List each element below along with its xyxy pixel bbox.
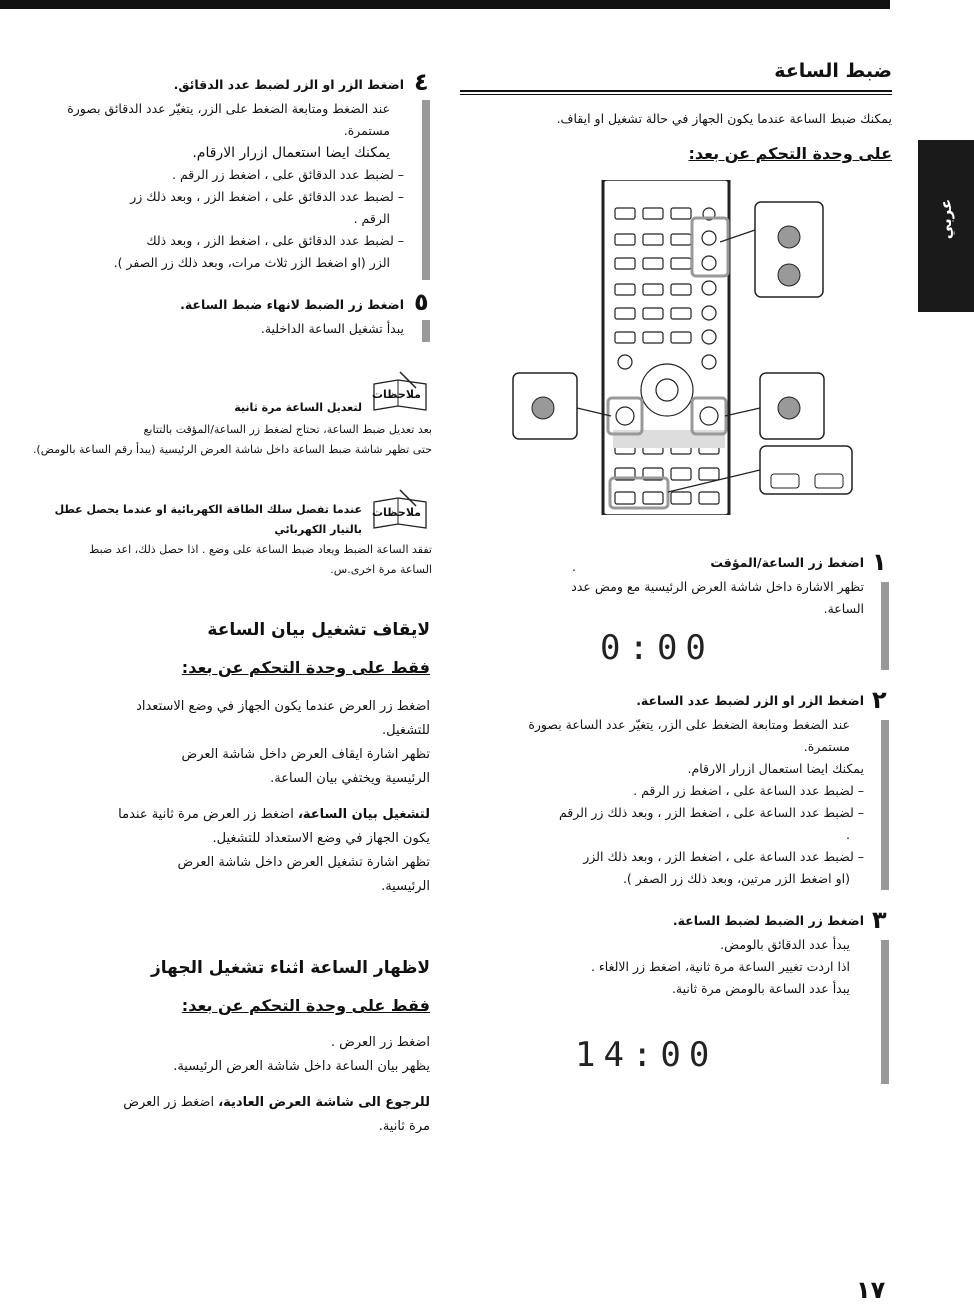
show-clock-title: لاظهار الساعة اثناء تشغيل الجهاز (150, 958, 430, 978)
step-2-line-5: – لضبط عدد الساعة على ، اضغط الزر ، وبعد ذلك زر الرقم (558, 805, 864, 820)
step-4-line-4: – لضبط عدد الدقائق على ، اضغط زر الرقم . (172, 167, 404, 182)
step-2-number: ٢ (872, 686, 887, 714)
step-3-line-2: اذا اردت تغيير الساعة مرة ثانية، اضغط زر الالغاء . (590, 959, 850, 974)
stop-clock-sub: فقط على وحدة التحكم عن بعد: (181, 658, 430, 677)
step-1-head-text: اضغط زر الساعة/المؤقت (710, 555, 864, 570)
show-line-4: مرة ثانية. (378, 1119, 430, 1134)
step-4-line-7: – لضبط عدد الدقائق على ، اضغط الزر ، وبعد ذلك (146, 233, 404, 248)
remote-illustration (505, 180, 855, 515)
step-1-line-1: تظهر الاشارة داخل شاشة العرض الرئيسية مع ومض عدد (571, 579, 864, 594)
show-line-3-bold: للرجوع الى شاشة العرض العادية، (218, 1095, 430, 1110)
step-4-bar (422, 100, 430, 280)
step-2-line-6: . (846, 827, 850, 842)
step-1-dot: . (572, 560, 576, 574)
language-tab-label: عربي (937, 198, 955, 240)
note-1-line-1: بعد تعديل ضبط الساعة، تحتاج لضغط زر الساعة/المؤقت بالتتابع (143, 423, 432, 436)
show-line-1: اضغط زر العرض . (330, 1035, 430, 1050)
step-5-bar (422, 320, 430, 342)
step-5-number: ٥ (414, 288, 429, 316)
step-4-line-1: عند الضغط ومتابعة الضغط على الزر، يتغيّر عدد الدقائق بصورة (67, 101, 390, 116)
page-number: ١٧ (856, 1276, 886, 1304)
step-1-line-2: الساعة. (823, 601, 864, 616)
note-2-line-1: تفقد الساعة الضبط ويعاد ضبط الساعة على وضع . اذا حصل ذلك، اعد ضبط (89, 543, 432, 556)
stop-line-6: يكون الجهاز في وضع الاستعداد للتشغيل. (212, 831, 430, 846)
step-2-line-4: – لضبط عدد الساعة على ، اضغط زر الرقم . (633, 783, 864, 798)
step-3-number: ٣ (872, 906, 887, 934)
stop-line-7: تظهر اشارة تشغيل العرض داخل شاشة العرض (177, 855, 430, 870)
step-4-line-6: الرقم . (353, 211, 390, 226)
step-2-head: اضغط الزر او الزر لضبط عدد الساعة. (636, 693, 864, 708)
step-4-number: ٤ (414, 68, 429, 96)
show-line-3 (0, 1092, 430, 1114)
stop-line-1: اضغط زر العرض عندما يكون الجهاز في وضع الاستعداد (136, 699, 430, 714)
note-1-head: لتعديل الساعة مرة ثانية (234, 401, 362, 414)
step-4-line-5: – لضبط عدد الدقائق على ، اضغط الزر ، وبعد ذلك زر (130, 189, 404, 204)
step-4-line-3: يمكنك ايضا استعمال ازرار الارقام. (192, 145, 390, 161)
note-2-head-2: بالتيار الكهربائي (274, 523, 362, 536)
stop-clock-title: لايقاف تشغيل بيان الساعة (207, 620, 430, 640)
section-title: ضبط الساعة (774, 60, 892, 82)
lcd-display-2: 14:00 (575, 1035, 718, 1075)
lcd-display-1: 0:00 (600, 628, 714, 668)
step-1-head (470, 552, 864, 574)
step-4-line-8: الزر (او اضغط الزر ثلاث مرات، وبعد ذلك زر الصفر ). (113, 255, 390, 270)
step-3-line-1: يبدأ عدد الدقائق بالومض. (720, 937, 850, 952)
step-5-line-1: يبدأ تشغيل الساعة الداخلية. (260, 321, 404, 336)
step-3-line-3: يبدأ عدد الساعة بالومض مرة ثانية. (671, 981, 850, 996)
subheading: على وحدة التحكم عن بعد: (688, 144, 892, 163)
stop-line-4: الرئيسية ويختفي بيان الساعة. (270, 771, 430, 786)
step-4-line-2: مستمرة. (343, 123, 390, 138)
show-line-2: يظهر بيان الساعة داخل شاشة العرض الرئيسية. (173, 1059, 430, 1074)
notes-label-2: ملاحظات (372, 506, 421, 519)
show-clock-sub: فقط على وحدة التحكم عن بعد: (181, 996, 430, 1015)
step-2-bar (881, 720, 889, 890)
intro-text: يمكنك ضبط الساعة عندما يكون الجهاز في حالة تشغيل او ايقاف. (556, 111, 892, 126)
notes-label-1: ملاحظات (372, 388, 421, 401)
title-rule-thin (460, 94, 892, 95)
stop-line-5-bold: لتشغيل بيان الساعة، (297, 807, 430, 822)
step-2-line-8: (او اضغط الزر مرتين، وبعد ذلك زر الصفر ). (622, 871, 850, 886)
step-3-bar (881, 940, 889, 1084)
step-3-head: اضغط زر الضبط لضبط الساعة. (672, 913, 864, 928)
step-1-bar (881, 582, 889, 670)
stop-line-2: للتشغيل. (382, 723, 430, 738)
show-line-3-rest: اضغط زر العرض (123, 1095, 219, 1110)
language-tab (918, 140, 974, 312)
stop-line-3: تظهر اشارة ايقاف العرض داخل شاشة العرض (181, 747, 430, 762)
stop-line-5 (0, 804, 430, 826)
step-2-line-1: عند الضغط ومتابعة الضغط على الزر، يتغيّر عدد الساعة بصورة (528, 717, 850, 732)
step-2-line-2: مستمرة. (803, 739, 850, 754)
step-2-line-3: يمكنك ايضا استعمال ازرار الارقام. (687, 761, 864, 776)
note-2-head: عندما تفصل سلك الطاقة الكهربائية او عندما يحصل عطل (54, 503, 362, 516)
step-1-number: ١ (872, 548, 887, 576)
step-4-head: اضغط الزر او الزر لضبط عدد الدقائق. (173, 77, 404, 92)
step-2-line-7: – لضبط عدد الساعة على ، اضغط الزر ، وبعد ذلك الزر (583, 849, 864, 864)
top-bar (0, 0, 890, 9)
stop-line-5-rest: اضغط زر العرض مرة ثانية عندما (118, 807, 298, 822)
note-2-line-2: الساعة مرة اخرى.س. (330, 563, 432, 576)
note-1-line-2: حتى تظهر شاشة ضبط الساعة داخل شاشة العرض الرئيسية (يبدأ رقم الساعة بالومض). (32, 443, 432, 456)
title-rule (460, 90, 892, 92)
stop-line-8: الرئيسية. (381, 879, 430, 894)
step-5-head: اضغط زر الضبط لانهاء ضبط الساعة. (180, 297, 404, 312)
